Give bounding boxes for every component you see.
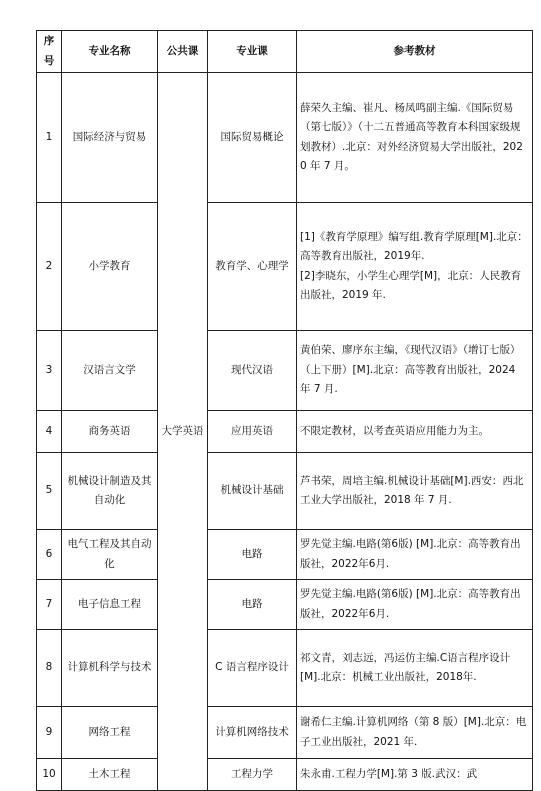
major-name: 土木工程 xyxy=(62,759,158,791)
major-name: 国际经济与贸易 xyxy=(62,73,158,203)
major-name: 汉语言文学 xyxy=(62,331,158,411)
major-course: 计算机网络技术 xyxy=(208,707,297,759)
major-name: 电气工程及其自动化 xyxy=(62,530,158,580)
major-course: 工程力学 xyxy=(208,759,297,791)
reference-cell xyxy=(297,411,533,453)
reference-text: 罗先觉主编.电路(第6版) [M].北京：高等教育出版社，2022年6月. xyxy=(300,538,521,570)
row-number: 4 xyxy=(37,411,62,453)
reference-text: 祁文青，刘志远，冯运仿主编.C语言程序设计[M].北京：机械工业出版社，2018年. xyxy=(300,651,511,683)
table-row xyxy=(37,530,533,580)
reference-cell xyxy=(297,203,533,331)
reference-cell xyxy=(297,453,533,530)
table-row xyxy=(37,203,533,331)
major-name: 商务英语 xyxy=(62,411,158,453)
reference-text: 谢希仁主编.计算机网络（第 8 版）[M].北京：电子工业出版社，2021 年. xyxy=(300,716,527,748)
row-number: 6 xyxy=(37,530,62,580)
row-number: 8 xyxy=(37,630,62,707)
major-name: 电子信息工程 xyxy=(62,580,158,630)
reference-text: 不限定教材，以考查英语应用能力为主。 xyxy=(300,424,489,437)
header-reference: 参考教材 xyxy=(297,31,533,73)
major-name: 小学教育 xyxy=(62,203,158,331)
row-number: 5 xyxy=(37,453,62,530)
table-row xyxy=(37,73,533,203)
table-row xyxy=(37,759,533,791)
major-course: 电路 xyxy=(208,580,297,630)
major-course: 现代汉语 xyxy=(208,331,297,411)
row-number: 3 xyxy=(37,331,62,411)
table-row xyxy=(37,580,533,630)
table-row xyxy=(37,630,533,707)
reference-text: 朱永甫.工程力学[M].第 3 版.武汉：武 xyxy=(300,767,478,780)
table-row xyxy=(37,411,533,453)
row-number: 10 xyxy=(37,759,62,791)
reference-cell xyxy=(297,331,533,411)
header-major: 专业名称 xyxy=(62,31,158,73)
reference-cell xyxy=(297,707,533,759)
major-course: 电路 xyxy=(208,530,297,580)
reference-text: 罗先觉主编.电路(第6版) [M].北京：高等教育出版社，2022年6月. xyxy=(300,588,521,620)
header-seq: 序号 xyxy=(37,31,62,73)
header-row xyxy=(37,31,533,73)
table-row xyxy=(37,707,533,759)
row-number: 7 xyxy=(37,580,62,630)
reference-text: 黄伯荣、廖序东主编，《现代汉语》（增订七版）（上下册）[M].北京：高等教育出版社，2024 年 7 月. xyxy=(300,344,521,396)
reference-cell xyxy=(297,580,533,630)
row-number: 1 xyxy=(37,73,62,203)
textbook-table xyxy=(36,30,533,791)
header-major-course: 专业课 xyxy=(208,31,297,73)
reference-text: 芦书荣，周培主编.机械设计基础[M].西安：西北工业大学出版社，2018 年 7 月. xyxy=(300,474,524,506)
reference-text: [2]李晓东，小学生心理学[M]，北京：人民教育出版社，2019 年. xyxy=(300,269,522,301)
reference-cell xyxy=(297,759,533,791)
major-name: 机械设计制造及其自动化 xyxy=(62,453,158,530)
row-number: 9 xyxy=(37,707,62,759)
public-course-cell: 大学英语 xyxy=(158,73,208,791)
reference-cell xyxy=(297,530,533,580)
major-course: C 语言程序设计 xyxy=(208,630,297,707)
reference-cell xyxy=(297,630,533,707)
major-name: 计算机科学与技术 xyxy=(62,630,158,707)
header-public-course: 公共课 xyxy=(158,31,208,73)
major-course: 国际贸易概论 xyxy=(208,73,297,203)
major-course: 教育学、心理学 xyxy=(208,203,297,331)
reference-text: 薛荣久主编、崔凡、杨凤鸣副主编.《国际贸易（第七版）》（十二五普通高等教育本科国家级规划教材）.北京：对外经济贸易大学出版社，2020 年 7 月。 xyxy=(300,101,523,172)
major-course: 机械设计基础 xyxy=(208,453,297,530)
table-row xyxy=(37,331,533,411)
reference-cell xyxy=(297,73,533,203)
major-name: 网络工程 xyxy=(62,707,158,759)
table-row xyxy=(37,453,533,530)
reference-text: [1]《教育学原理》编写组.教育学原理[M].北京：高等教育出版社，2019年. xyxy=(300,230,528,263)
row-number: 2 xyxy=(37,203,62,331)
major-course: 应用英语 xyxy=(208,411,297,453)
